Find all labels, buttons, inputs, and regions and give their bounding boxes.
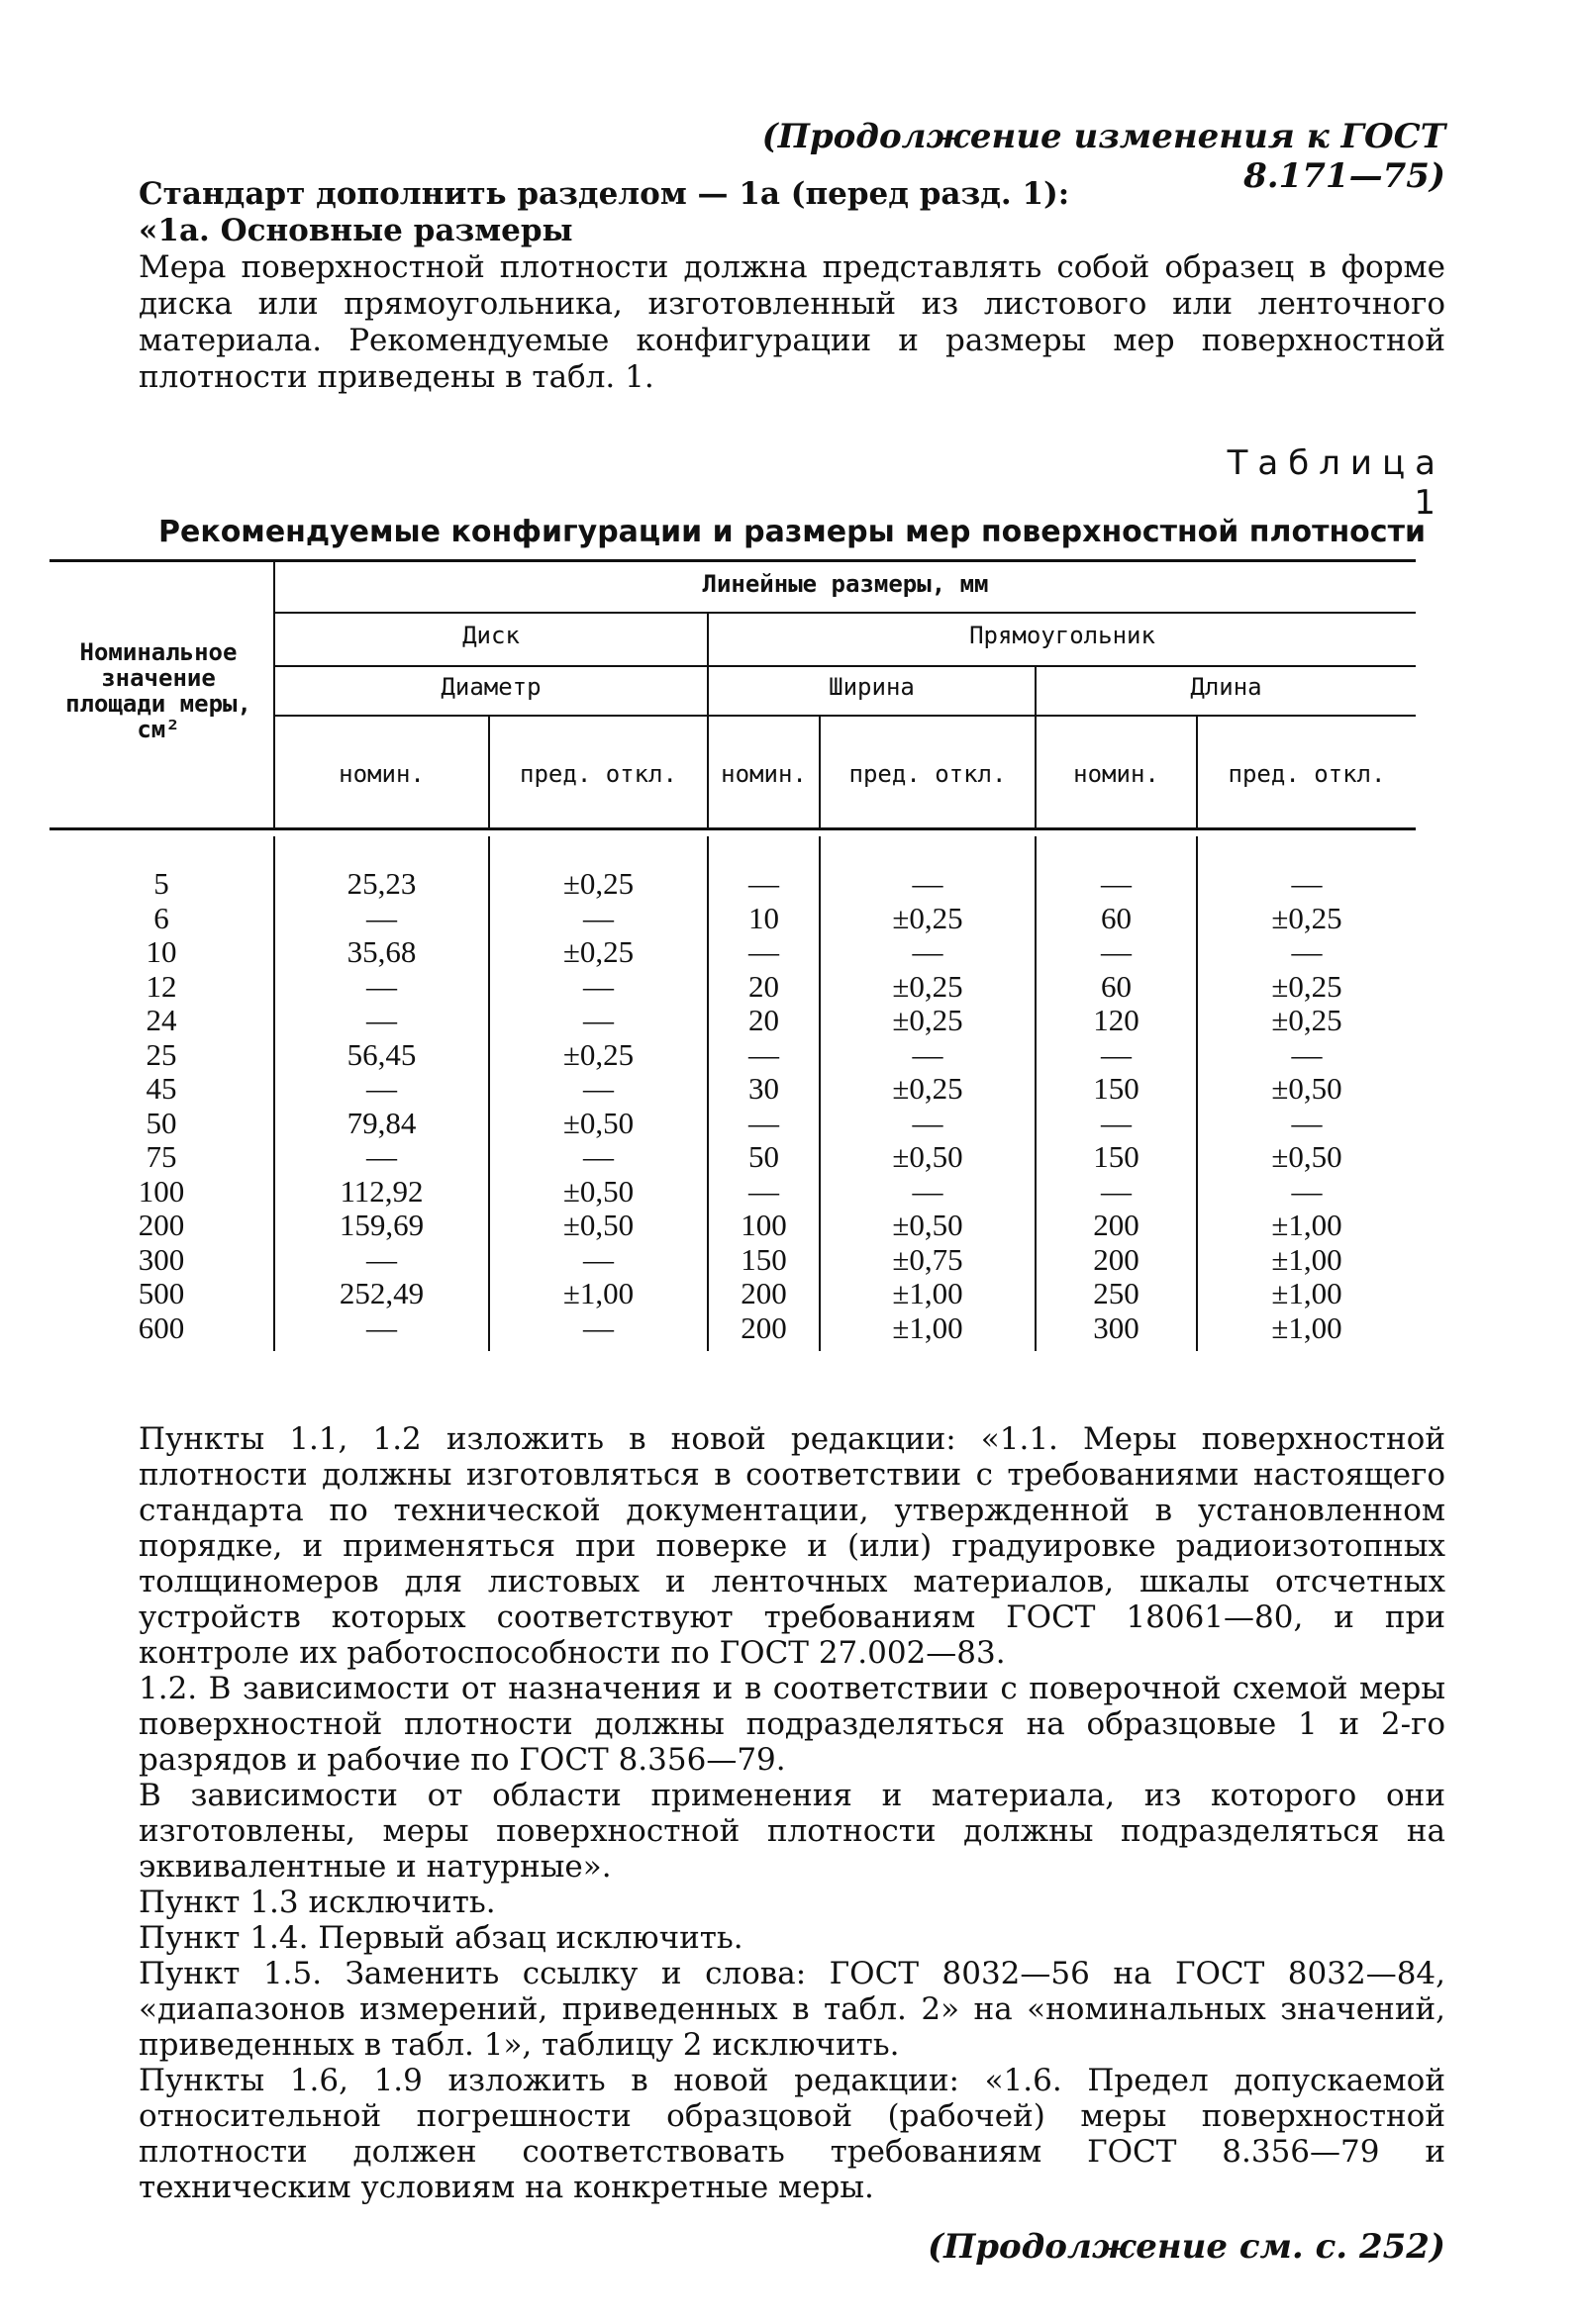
header-l-pred-otkl: пред. откл. (1228, 760, 1386, 788)
cell-length-tolerance: ±1,00 (1271, 1241, 1342, 1277)
cell-length-nominal: 60 (1101, 900, 1132, 935)
cell-width-tolerance: — (912, 1173, 943, 1209)
cell-length-nominal: 200 (1093, 1208, 1139, 1242)
cell-length-tolerance: ±0,25 (1271, 900, 1342, 935)
cell-diameter-tolerance: — (583, 968, 614, 1004)
cell-diameter-nominal: — (366, 900, 397, 935)
cell-width-tolerance: ±0,25 (892, 900, 963, 935)
cell-diameter-tolerance: ±0,50 (562, 1208, 635, 1242)
cell-length-nominal: 150 (1093, 1071, 1139, 1106)
cell-length-nominal: 250 (1093, 1276, 1139, 1310)
cell-width-nominal: 50 (748, 1139, 779, 1174)
cell-width-nominal: — (748, 1173, 779, 1209)
cell-length-tolerance: ±1,00 (1271, 1309, 1342, 1345)
cell-width-tolerance: ±1,00 (892, 1276, 963, 1310)
cell-diameter-tolerance: ±0,50 (562, 1105, 635, 1140)
cell-length-tolerance: — (1291, 866, 1323, 901)
cell-diameter-nominal: — (366, 968, 397, 1004)
cell-length-nominal: — (1101, 1036, 1132, 1072)
body-paragraph: 1.2. В зависимости от назначения и в соответствии с поверочной схемой меры поверхностной плотности должны подразделяться на образцовые 1 и 2-го разрядов и рабочие по ГОСТ 8.356—79. (139, 1671, 1445, 1778)
cell-diameter-tolerance: ±0,25 (562, 1036, 635, 1072)
cell-width-nominal: — (748, 934, 779, 969)
cell-area: 200 (138, 1208, 185, 1242)
cell-diameter-nominal: 35,68 (346, 934, 417, 969)
cell-width-nominal: — (748, 866, 779, 901)
cell-diameter-tolerance: ±1,00 (562, 1276, 635, 1310)
header-diameter: Диаметр (441, 673, 542, 701)
header-l-nomin: номин. (1073, 760, 1159, 788)
header-d-pred-otkl: пред. откл. (520, 760, 677, 788)
table-label: Таблица 1 (1227, 443, 1445, 523)
cell-length-tolerance: ±0,25 (1271, 968, 1342, 1004)
cell-width-tolerance: ±0,25 (892, 1071, 963, 1106)
cell-length-tolerance: ±0,50 (1271, 1139, 1342, 1174)
cell-length-nominal: 300 (1093, 1309, 1139, 1345)
cell-width-nominal: 200 (741, 1276, 787, 1310)
cell-diameter-tolerance: — (583, 1139, 614, 1174)
cell-width-tolerance: ±0,25 (892, 1003, 963, 1037)
cell-width-tolerance: ±1,00 (892, 1309, 963, 1345)
header-width: Ширина (829, 673, 915, 701)
cell-diameter-tolerance: — (583, 1003, 614, 1037)
cell-length-tolerance: ±1,00 (1271, 1208, 1342, 1242)
cell-area: 45 (146, 1071, 177, 1106)
cell-diameter-nominal: 112,92 (340, 1173, 424, 1209)
cell-width-tolerance: ±0,50 (892, 1139, 963, 1174)
cell-diameter-tolerance: ±0,25 (562, 934, 635, 969)
header-length: Длина (1190, 673, 1262, 701)
cell-length-tolerance: ±0,25 (1271, 1003, 1342, 1037)
cell-width-nominal: — (748, 1036, 779, 1072)
cell-diameter-tolerance: — (583, 900, 614, 935)
table-top-rule (50, 559, 1416, 562)
cell-diameter-nominal: 56,45 (346, 1036, 417, 1072)
cell-width-tolerance: ±0,25 (892, 968, 963, 1004)
cell-length-nominal: 120 (1093, 1003, 1139, 1037)
footer-continuation: (Продолжение см. с. 252) (928, 2227, 1445, 2267)
cell-diameter-tolerance: ±0,50 (562, 1173, 635, 1209)
cell-length-tolerance: — (1291, 1173, 1323, 1209)
header-rectangle: Прямоугольник (969, 622, 1155, 649)
cell-width-tolerance: — (912, 1105, 943, 1140)
cell-diameter-nominal: — (366, 1139, 397, 1174)
cell-area: 24 (146, 1003, 177, 1037)
header-disk: Диск (462, 622, 520, 649)
rule-under-dimension (275, 715, 1416, 717)
cell-length-tolerance: ±0,50 (1271, 1071, 1342, 1106)
cell-area: 500 (138, 1276, 185, 1310)
cell-width-nominal: — (748, 1105, 779, 1140)
table-title: Рекомендуемые конфигурации и размеры мер поверхностной плотности (158, 515, 1426, 549)
cell-width-tolerance: — (912, 866, 943, 901)
cell-width-nominal: 10 (748, 900, 779, 935)
cell-diameter-nominal: — (366, 1071, 397, 1106)
cell-area: 75 (146, 1139, 177, 1174)
cell-area: 300 (138, 1241, 185, 1277)
cell-diameter-nominal: — (366, 1241, 397, 1277)
cell-area: 10 (146, 934, 177, 969)
header-w-nomin: номин. (721, 760, 807, 788)
intro-section (139, 176, 1445, 396)
cell-width-nominal: 20 (748, 1003, 779, 1037)
cell-width-tolerance: — (912, 934, 943, 969)
cell-diameter-nominal: — (366, 1003, 397, 1037)
cell-area: 12 (146, 968, 177, 1004)
cell-length-tolerance: — (1291, 1105, 1323, 1140)
table-header-bottom-rule (50, 827, 1416, 830)
body-paragraph: Пункт 1.4. Первый абзац исключить. (139, 1920, 743, 1956)
cell-length-tolerance: — (1291, 934, 1323, 969)
cell-width-nominal: 30 (748, 1071, 779, 1106)
intro-paragraph: Мера поверхностной плотности должна представлять собой образец в форме диска или прямоугольника, изготовленный из листового или ленточного материала. Рекомендуемые конфигурации и размеры мер поверхностной плотности приведены в табл. 1. (139, 249, 1445, 395)
cell-area: 5 (153, 866, 169, 901)
cell-width-tolerance: — (912, 1036, 943, 1072)
cell-diameter-nominal: 252,49 (339, 1276, 425, 1310)
cell-diameter-tolerance: — (583, 1309, 614, 1345)
cell-width-nominal: 20 (748, 968, 779, 1004)
rule-under-linear (275, 612, 1416, 614)
cell-diameter-nominal: 79,84 (346, 1105, 417, 1140)
cell-diameter-tolerance: — (583, 1071, 614, 1106)
cell-area: 6 (153, 900, 169, 935)
intro-line: Стандарт дополнить разделом — 1а (перед разд. 1): (139, 176, 1070, 212)
cell-diameter-nominal: — (366, 1309, 397, 1345)
cell-length-nominal: — (1101, 1173, 1132, 1209)
rule-under-disk-rect (275, 665, 1416, 667)
cell-length-nominal: — (1101, 1105, 1132, 1140)
body-paragraph: Пункт 1.3 исключить. (139, 1885, 496, 1920)
cell-length-nominal: — (1101, 934, 1132, 969)
cell-diameter-nominal: 25,23 (346, 866, 417, 901)
body-text (139, 1421, 1445, 2205)
header-linear-sizes: Линейные размеры, мм (702, 570, 989, 598)
cell-length-nominal: 60 (1101, 968, 1132, 1004)
cell-area: 600 (138, 1309, 185, 1345)
cell-area: 25 (146, 1036, 177, 1072)
cell-width-nominal: 100 (741, 1208, 787, 1242)
cell-length-nominal: — (1101, 866, 1132, 901)
header-w-pred-otkl: пред. откл. (848, 760, 1007, 788)
body-paragraph: Пункты 1.6, 1.9 изложить в новой редакции: «1.6. Предел допускаемой относительной погрешности образцовой (рабочей) меры поверхностной плотности должен соответствовать требованиям ГОСТ 8.356—79 и техническим условиям на конкретные меры. (139, 2063, 1445, 2205)
cell-length-nominal: 150 (1093, 1139, 1139, 1174)
cell-length-nominal: 200 (1093, 1241, 1139, 1277)
body-paragraph: Пункт 1.5. Заменить ссылку и слова: ГОСТ 8032—56 на ГОСТ 8032—84, «диапазонов измерений, приведенных в табл. 2» на «номинальных значений, приведенных в табл. 1», таблицу 2 исключить. (139, 1956, 1445, 2063)
cell-width-tolerance: ±0,75 (892, 1241, 963, 1277)
body-paragraph: Пункты 1.1, 1.2 изложить в новой редакции: «1.1. Меры поверхностной плотности должны изготовляться в соответствии с требованиями настоящего стандарта по технической документации, утвержденной в установленном порядке, и применяться при поверке и (или) градуировке радиоизотопных толщиномеров для листовых и ленточных материалов, шкалы отсчетных устройств которых соответствуют требованиям ГОСТ 18061—80, и при контроле их работоспособности по ГОСТ 27.002—83. (139, 1421, 1445, 1671)
cell-area: 100 (138, 1173, 185, 1209)
header-d-nomin: номин. (339, 760, 425, 788)
cell-diameter-tolerance: — (583, 1241, 614, 1277)
cell-diameter-nominal: 159,69 (339, 1208, 425, 1242)
section-title: «1а. Основные размеры (139, 213, 573, 248)
cell-length-tolerance: ±1,00 (1271, 1276, 1342, 1310)
cell-width-nominal: 200 (741, 1309, 787, 1345)
cell-width-nominal: 150 (741, 1241, 787, 1277)
cell-area: 50 (146, 1105, 177, 1140)
body-paragraph: В зависимости от области применения и материала, из которого они изготовлены, меры поверхностной плотности должны подразделяться на эквивалентные и натурные». (139, 1778, 1445, 1885)
cell-diameter-tolerance: ±0,25 (562, 866, 635, 901)
header-nominal-area: Номинальное значение площади меры, см² (65, 638, 251, 743)
cell-width-tolerance: ±0,50 (892, 1208, 963, 1242)
header-continuation: (Продолжение изменения к ГОСТ 8.171—75) (761, 117, 1445, 196)
cell-length-tolerance: — (1291, 1036, 1323, 1072)
